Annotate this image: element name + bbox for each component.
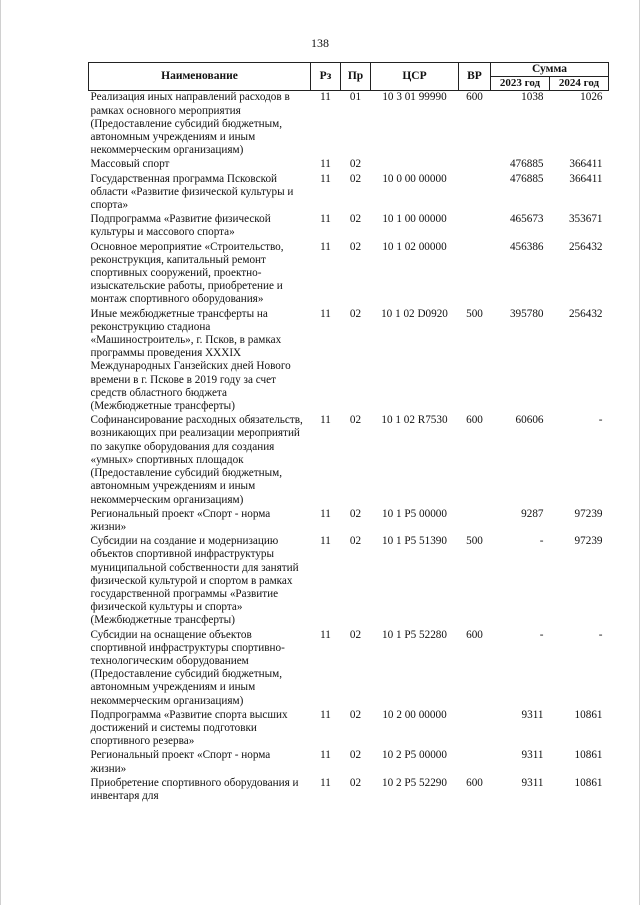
cell-vr [459,709,491,750]
cell-vr: 600 [466,414,483,427]
cell-name: Софинансирование расходных обязательств, возникающих при реализации мероприятий по закупке оборудования для создания «умных» спортивных площадок (Предоставление субсидий бюджетным, автономным учреждениям и иным некоммерческим организациям) [90,414,303,506]
cell-y2023: 465673 [509,213,544,226]
page-number: 138 [311,36,329,50]
header-sum: Сумма [491,63,609,77]
cell-rz: 11 [320,708,331,721]
cell-y2024: - [598,628,603,641]
cell-csr: 10 2 P5 52290 [382,776,447,789]
table-row [89,91,609,159]
table-row [89,777,609,804]
cell-y2023: 9311 [521,749,544,762]
cell-y2024: 10861 [574,776,603,789]
cell-pr: 02 [349,240,362,253]
budget-table [88,62,609,804]
cell-y2024: 256432 [568,240,603,253]
cell-pr: 02 [349,708,362,721]
cell-y2023: 456386 [509,240,544,253]
cell-pr: 02 [349,213,362,226]
header-vr: ВР [459,63,491,91]
cell-y2023: 476885 [509,158,544,171]
cell-name: Массовый спорт [90,158,170,171]
cell-csr: 10 1 02 R7530 [381,414,448,427]
cell-rz: 11 [320,507,331,520]
cell-pr: 02 [349,172,362,185]
cell-csr: 10 1 P5 52280 [382,628,447,641]
cell-rz: 11 [320,213,331,226]
cell-vr [459,749,491,776]
cell-vr: 500 [466,535,483,548]
cell-y2023: 9287 [521,507,544,520]
cell-rz: 11 [320,158,331,171]
cell-name: Региональный проект «Спорт - норма жизни» [90,507,271,533]
cell-vr [459,158,491,172]
cell-rz: 11 [320,628,331,641]
cell-pr: 02 [349,776,362,789]
header-csr: ЦСР [371,63,459,91]
cell-name: Основное мероприятие «Строительство, реконструкция, капитальный ремонт спортивных сооружений, проектно-изыскательские работы, приобретение и монтаж спортивного оборудования» [90,240,284,306]
table-row [89,414,609,507]
cell-rz: 11 [320,307,331,320]
cell-csr: 10 1 02 00000 [382,240,447,253]
header-pr: Пр [341,63,371,91]
cell-rz: 11 [320,749,331,762]
cell-csr: 10 1 P5 51390 [382,535,447,548]
cell-rz: 11 [320,91,331,104]
cell-csr: 10 0 00 00000 [382,172,447,185]
cell-pr: 02 [349,535,362,548]
header-2024: 2024 год [550,77,609,91]
cell-y2024: 97239 [574,507,603,520]
cell-y2024: 97239 [574,535,603,548]
cell-name: Приобретение спортивного оборудования и инвентаря для [90,776,299,802]
cell-name: Субсидии на создание и модернизацию объектов спортивной инфраструктуры муниципальной собственности для занятий физической культурой и спортом в рамках государственной программы «Развитие физической культуры и спорта» (Межбюджетные трансферты) [90,535,299,627]
cell-name: Подпрограмма «Развитие физической культуры и массового спорта» [90,213,271,239]
table-row [89,629,609,709]
cell-vr [459,173,491,214]
cell-name: Иные межбюджетные трансферты на реконструкцию стадиона «Машиностроитель», г. Псков, в рамках программы проведения XXXIX Международных Ганзейских дней Нового времени в г. Пскове в 2019 году за счет средств областного бюджета (Межбюджетные трансферты) [90,307,291,413]
cell-y2024: 10861 [574,749,603,762]
cell-y2023: 9311 [521,708,544,721]
cell-y2023: - [539,535,544,548]
table-row [89,535,609,628]
cell-rz: 11 [320,414,331,427]
cell-vr [459,241,491,308]
cell-pr: 02 [349,628,362,641]
cell-y2023: 1038 [521,91,544,104]
table-row [89,749,609,776]
cell-y2023: 476885 [509,172,544,185]
table-row [89,241,609,308]
cell-y2023: 9311 [521,776,544,789]
cell-csr [371,158,459,172]
table-row [89,508,609,535]
cell-csr: 10 1 00 00000 [382,213,447,226]
cell-csr: 10 3 01 99990 [382,91,447,104]
cell-pr: 02 [349,414,362,427]
cell-csr: 10 1 P5 00000 [382,507,447,520]
cell-y2023: 60606 [515,414,544,427]
cell-csr: 10 2 P5 00000 [382,749,447,762]
cell-rz: 11 [320,535,331,548]
header-2023: 2023 год [491,77,550,91]
header-name: Наименование [89,63,311,91]
cell-y2023: - [539,628,544,641]
cell-vr: 600 [466,776,483,789]
scan-edge-left [0,0,1,905]
table-row [89,709,609,750]
cell-y2024: 366411 [569,158,603,171]
cell-name: Государственная программа Псковской области «Развитие физической культуры и спорта» [90,172,294,212]
cell-csr: 10 1 02 D0920 [381,307,448,320]
cell-vr: 500 [466,307,483,320]
cell-y2024: 256432 [568,307,603,320]
cell-vr [459,213,491,240]
cell-y2024: - [598,414,603,427]
cell-y2024: 1026 [580,91,603,104]
cell-vr [459,508,491,535]
cell-y2024: 353671 [568,213,603,226]
cell-vr: 600 [466,91,483,104]
cell-name: Реализация иных направлений расходов в рамках основного мероприятия (Предоставление субсидий бюджетным, автономным учреждениям и иным некоммерческим организациям) [90,91,290,157]
cell-y2024: 366411 [569,172,603,185]
cell-pr: 02 [349,307,362,320]
table-row [89,173,609,214]
cell-vr: 600 [466,628,483,641]
cell-pr: 02 [349,749,362,762]
table-row [89,213,609,240]
cell-y2024: 10861 [574,708,603,721]
cell-name: Субсидии на оснащение объектов спортивной инфраструктуры спортивно-технологическим оборудованием (Предоставление субсидий бюджетным, автономным учреждениям и иным некоммерческим организациям) [90,628,285,707]
table-row [89,158,609,172]
table-row [89,308,609,415]
cell-name: Подпрограмма «Развитие спорта высших достижений и системы подготовки спортивного резерва» [90,708,288,748]
cell-rz: 11 [320,240,331,253]
cell-y2023: 395780 [509,307,544,320]
cell-rz: 11 [320,172,331,185]
cell-name: Региональный проект «Спорт - норма жизни» [90,749,271,775]
cell-csr: 10 2 00 00000 [382,708,447,721]
cell-pr: 02 [349,507,362,520]
cell-pr: 02 [349,158,362,171]
cell-pr: 01 [349,91,362,104]
cell-rz: 11 [320,776,331,789]
header-rz: Рз [311,63,341,91]
